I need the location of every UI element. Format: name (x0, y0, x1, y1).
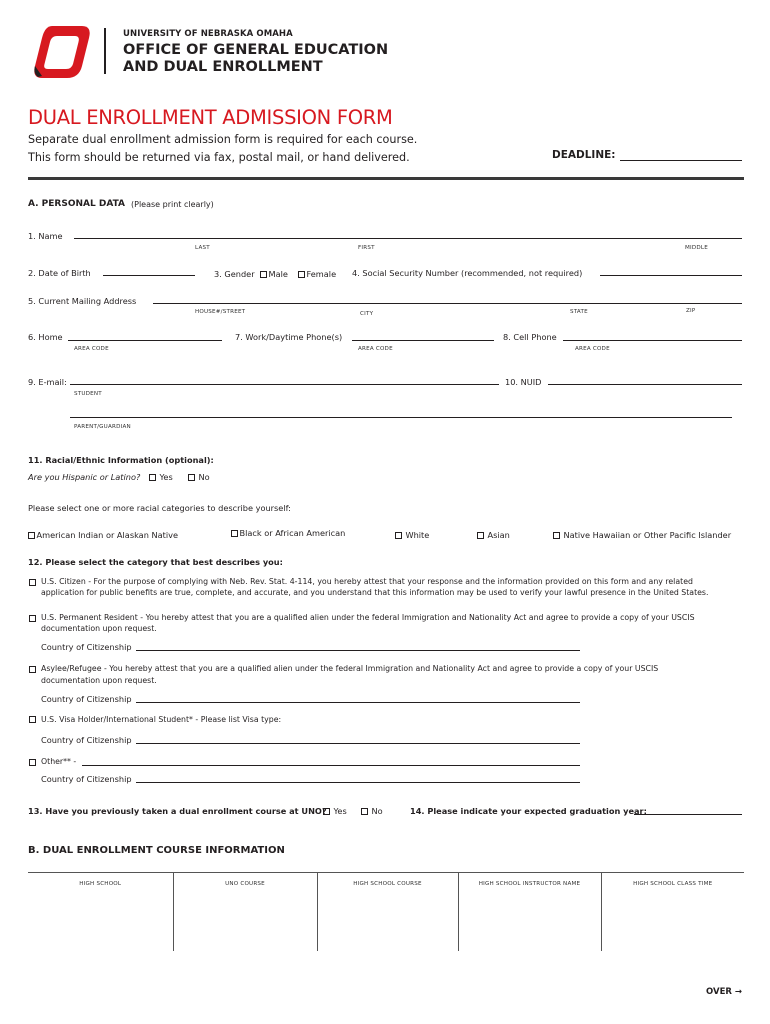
resident-text-1: U.S. Permanent Resident - You hereby attest that you are a qualified alien under the federal Immigration and Nationality Act and agree to provide a copy of your USCIS (41, 613, 695, 622)
dob-label: 2. Date of Birth (28, 268, 91, 278)
university-name: UNIVERSITY OF NEBRASKA OMAHA (123, 29, 293, 39)
col-high-school[interactable]: HIGH SCHOOL (28, 873, 173, 951)
race-option-asian[interactable] (477, 530, 510, 540)
email-student-field[interactable] (70, 384, 499, 385)
race-prompt: Please select one or more racial categories to describe yourself: (28, 503, 291, 513)
q13-yes-label: Yes (333, 806, 347, 816)
visa-checkbox[interactable] (29, 716, 36, 723)
visa-text: U.S. Visa Holder/International Student* - Please list Visa type: (41, 715, 282, 724)
dob-field[interactable] (103, 275, 195, 276)
email-sub-parent: PARENT/GUARDIAN (74, 424, 131, 430)
address-sub-zip: ZIP (686, 308, 696, 314)
form-subtitle-line2: This form should be returned via fax, postal mail, or hand delivered. (28, 151, 410, 164)
section-a-heading: A. PERSONAL DATA (28, 199, 126, 209)
name-label: 1. Name (28, 231, 63, 241)
form-title: DUAL ENROLLMENT ADMISSION FORM (28, 106, 393, 129)
gender-female-label: Female (306, 269, 337, 279)
asylee-checkbox[interactable] (29, 666, 36, 673)
address-field[interactable] (153, 303, 742, 304)
other-country-label: Country of Citizenship (41, 774, 132, 784)
q13-label: 13. Have you previously taken a dual enrollment course at UNO? (28, 806, 327, 816)
hispanic-yes-label: Yes (159, 472, 173, 482)
q13-no-label: No (371, 806, 383, 816)
email-parent-field[interactable] (70, 417, 732, 418)
gender-label: 3. Gender (214, 269, 255, 279)
office-name-line2: AND DUAL ENROLLMENT (123, 59, 323, 75)
citizen-text-2: application for public benefits are true, complete, and accurate, and you understand that this information may be used to verify your lawful presence in the United States. (41, 588, 709, 597)
q13-no-option[interactable] (361, 806, 383, 816)
course-table (28, 872, 744, 951)
address-label: 5. Current Mailing Address (28, 296, 137, 306)
office-name-line1: OFFICE OF GENERAL EDUCATION (123, 42, 389, 58)
header-divider (104, 28, 106, 74)
q12-label: 12. Please select the category that best describes you: (28, 557, 283, 567)
resident-country-label: Country of Citizenship (41, 642, 132, 652)
nuid-label: 10. NUID (505, 377, 542, 387)
hispanic-no-label: No (198, 472, 210, 482)
race-option-black[interactable] (231, 528, 345, 538)
email-label: 9. E-mail: (28, 377, 67, 387)
checkbox-icon[interactable] (553, 532, 560, 539)
checkbox-icon[interactable] (231, 530, 238, 537)
form-subtitle-line1: Separate dual enrollment admission form is required for each course. (28, 133, 418, 146)
checkbox-icon[interactable] (361, 808, 368, 815)
race-label-pacific-islander: Native Hawaiian or Other Pacific Islander (563, 530, 732, 540)
cell-phone-label: 8. Cell Phone (503, 332, 557, 342)
asylee-country-label: Country of Citizenship (41, 694, 132, 704)
section-b-heading: B. DUAL ENROLLMENT COURSE INFORMATION (28, 845, 285, 856)
visa-country-label: Country of Citizenship (41, 735, 132, 745)
address-sub-street: HOUSE#/STREET (195, 309, 246, 315)
resident-text-2: documentation upon request. (41, 624, 157, 633)
work-phone-field[interactable] (352, 340, 494, 341)
cell-phone-field[interactable] (563, 340, 742, 341)
race-option-pacific-islander[interactable] (553, 530, 731, 540)
gender-male-option[interactable] (260, 269, 288, 279)
checkbox-icon[interactable] (28, 532, 35, 539)
race-option-white[interactable] (395, 530, 429, 540)
hispanic-yes-option[interactable] (149, 472, 173, 482)
asylee-text-1: Asylee/Refugee - You hereby attest that you are a qualified alien under the federal Immigration and Nationality Act and agree to provide a copy of your USCIS (41, 664, 659, 673)
nuid-field[interactable] (548, 384, 742, 385)
q14-label: 14. Please indicate your expected graduation year: (410, 806, 647, 816)
checkbox-icon[interactable] (395, 532, 402, 539)
work-phone-sub: AREA CODE (358, 346, 393, 352)
col-instructor-name[interactable]: HIGH SCHOOL INSTRUCTOR NAME (458, 873, 601, 951)
name-sub-first: FIRST (358, 245, 375, 251)
gender-female-option[interactable] (298, 269, 336, 279)
other-country-field[interactable] (136, 782, 580, 783)
col-uno-course[interactable]: UNO COURSE (173, 873, 317, 951)
name-field[interactable] (74, 238, 742, 239)
uno-logo (30, 24, 94, 80)
citizen-text-1: U.S. Citizen - For the purpose of complying with Neb. Rev. Stat. 4-114, you hereby attest that your response and the information provided on this form and any related (41, 577, 693, 586)
graduation-year-field[interactable] (634, 814, 742, 815)
over-label: OVER → (706, 987, 743, 997)
hispanic-no-option[interactable] (188, 472, 210, 482)
cell-phone-sub: AREA CODE (575, 346, 610, 352)
address-sub-city: CITY (360, 311, 374, 317)
checkbox-icon[interactable] (477, 532, 484, 539)
name-sub-middle: MIDDLE (685, 245, 708, 251)
asylee-country-field[interactable] (136, 702, 580, 703)
asylee-text-2: documentation upon request. (41, 676, 157, 685)
race-label-black: Black or African American (239, 528, 346, 538)
race-label-white: White (405, 530, 430, 540)
uno-o-logo-icon (30, 24, 94, 80)
hispanic-question: Are you Hispanic or Latino? (28, 472, 141, 482)
checkbox-icon[interactable] (323, 808, 330, 815)
checkbox-icon[interactable] (260, 271, 267, 278)
address-sub-state: STATE (570, 309, 588, 315)
course-table-header (28, 873, 744, 951)
col-high-school-course[interactable]: HIGH SCHOOL COURSE (317, 873, 458, 951)
other-field[interactable] (82, 765, 580, 766)
work-phone-label: 7. Work/Daytime Phone(s) (235, 332, 343, 342)
visa-country-field[interactable] (136, 743, 580, 744)
citizen-checkbox[interactable] (29, 579, 36, 586)
section-a-note: (Please print clearly) (131, 200, 214, 209)
ssn-field[interactable] (600, 275, 742, 276)
email-sub-student: STUDENT (74, 391, 102, 397)
title-rule (28, 177, 744, 180)
other-text: Other** - (41, 757, 77, 766)
gender-male-label: Male (268, 269, 288, 279)
resident-country-field[interactable] (136, 650, 580, 651)
q11-label: 11. Racial/Ethnic Information (optional): (28, 455, 214, 465)
deadline-field[interactable] (620, 160, 742, 161)
deadline-label: DEADLINE: (552, 149, 616, 161)
checkbox-icon[interactable] (149, 474, 156, 481)
race-option-american-indian[interactable] (28, 530, 178, 540)
col-class-time[interactable]: HIGH SCHOOL CLASS TIME (601, 873, 744, 951)
q13-yes-option[interactable] (323, 806, 347, 816)
other-checkbox[interactable] (29, 759, 36, 766)
checkbox-icon[interactable] (188, 474, 195, 481)
home-phone-sub: AREA CODE (74, 346, 109, 352)
race-label-asian: Asian (487, 530, 510, 540)
checkbox-icon[interactable] (298, 271, 305, 278)
ssn-label: 4. Social Security Number (recommended, not required) (352, 268, 583, 278)
race-label-american-indian: American Indian or Alaskan Native (36, 530, 179, 540)
resident-checkbox[interactable] (29, 615, 36, 622)
name-sub-last: LAST (195, 245, 210, 251)
home-phone-label: 6. Home (28, 332, 63, 342)
home-phone-field[interactable] (68, 340, 222, 341)
